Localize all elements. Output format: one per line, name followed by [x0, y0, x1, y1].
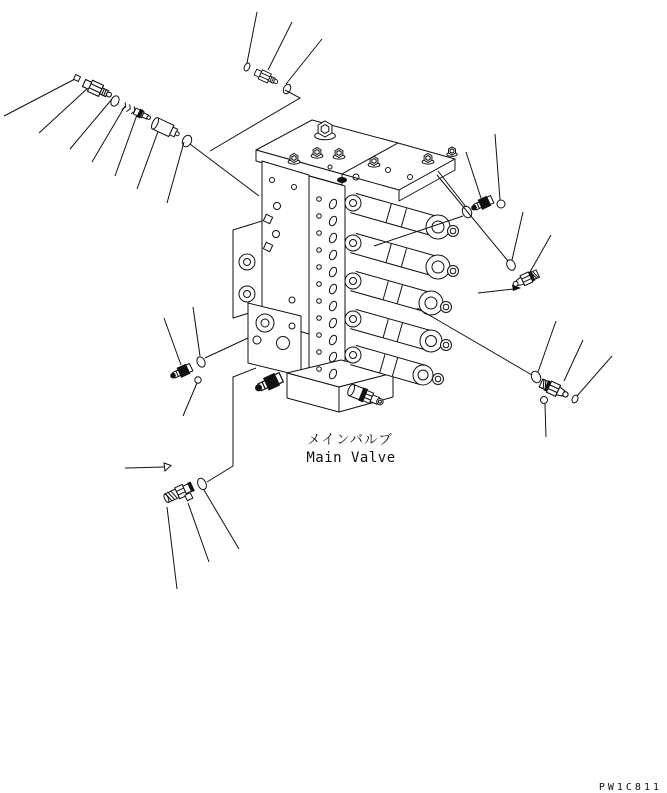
hex-bolt-icon — [318, 121, 332, 137]
leader-line — [466, 152, 481, 198]
spool-cap — [345, 195, 361, 211]
leader-line — [193, 307, 200, 356]
main-valve-body — [233, 120, 459, 412]
part-br-fitting — [538, 377, 570, 400]
cylinder-tip-nut — [441, 340, 452, 351]
part-tr-fitting — [470, 195, 494, 213]
part-br-oring — [529, 370, 542, 385]
leader-line — [167, 507, 177, 589]
leader-line — [167, 142, 184, 203]
leader-line — [538, 321, 556, 372]
leader-line — [125, 467, 164, 468]
leader-cone-marker — [164, 463, 171, 471]
valve-port — [317, 214, 322, 219]
leader-line — [188, 503, 209, 562]
leader-line — [438, 171, 466, 207]
leader-line — [92, 106, 125, 162]
drawing-code: PW1C811 — [598, 782, 662, 793]
leader-line — [545, 404, 546, 437]
valve-port — [317, 248, 322, 253]
leader-line — [512, 212, 523, 260]
leader-line — [205, 338, 248, 358]
part-ml-fitting — [169, 363, 193, 381]
valve-dark-port — [337, 177, 347, 183]
leader-line — [70, 99, 112, 149]
valve-port — [317, 367, 322, 372]
valve-left-block-lower — [248, 303, 301, 376]
part-tl-fitting — [253, 68, 279, 87]
hex-bolt-icon — [335, 149, 343, 158]
cylinder-end-cap — [413, 365, 433, 385]
part-ml-oring-sm — [195, 377, 201, 383]
leader-line — [190, 144, 259, 196]
leader-line — [115, 112, 138, 176]
cylinder-tip-nut — [441, 302, 452, 313]
cylinder-tip-nut — [433, 374, 444, 385]
part-bl-elbow — [162, 481, 197, 509]
spool-cap — [345, 273, 361, 289]
leader-line — [4, 79, 75, 116]
part-tl-oring-1 — [243, 62, 251, 72]
cylinder-tip-nut — [448, 226, 459, 237]
caption-english: Main Valve — [306, 450, 396, 466]
leader-line — [286, 39, 322, 84]
part-bl-oring — [196, 477, 208, 491]
valve-port — [317, 282, 322, 287]
valve-port — [317, 299, 322, 304]
part-valve-left-plug — [253, 372, 284, 395]
leader-line — [137, 126, 160, 189]
leader-line — [268, 22, 292, 70]
leader-line — [204, 490, 239, 549]
leader-line — [495, 134, 500, 200]
part-tr-oring-sm — [497, 200, 505, 208]
leader-line — [207, 368, 256, 482]
hex-bolt-icon — [370, 157, 378, 166]
leader-line — [478, 289, 514, 293]
part-mr-fitting — [511, 269, 540, 290]
leader-line — [183, 383, 197, 416]
leader-line — [530, 235, 551, 272]
cylinder-tip-nut — [448, 266, 459, 277]
leader-line — [437, 175, 508, 261]
part-left-plug-sq — [74, 75, 81, 82]
leader-line — [577, 356, 612, 396]
part-left-bolt — [133, 107, 152, 122]
valve-port — [317, 265, 322, 270]
spool-cap — [345, 311, 361, 327]
valve-port — [317, 316, 322, 321]
hex-bolt-icon — [449, 147, 456, 155]
valve-port — [317, 197, 322, 202]
leader-line — [564, 340, 583, 381]
part-br-oring-sm2 — [541, 397, 548, 404]
valve-port — [317, 231, 322, 236]
hex-bolt-icon — [290, 154, 298, 163]
leader-line — [247, 12, 257, 63]
part-left-plug-cyl — [150, 117, 182, 141]
leader-line — [164, 318, 181, 365]
spool-cap — [345, 235, 361, 251]
spool-cap — [345, 347, 361, 363]
cylinder-end-cap — [426, 255, 450, 279]
hex-bolt-icon — [313, 148, 321, 157]
valve-port — [317, 350, 322, 355]
cylinder-end-cap — [420, 330, 442, 352]
hex-bolt-icon — [424, 154, 432, 163]
caption-japanese: メインバルブ — [307, 432, 393, 448]
valve-port — [317, 333, 322, 338]
